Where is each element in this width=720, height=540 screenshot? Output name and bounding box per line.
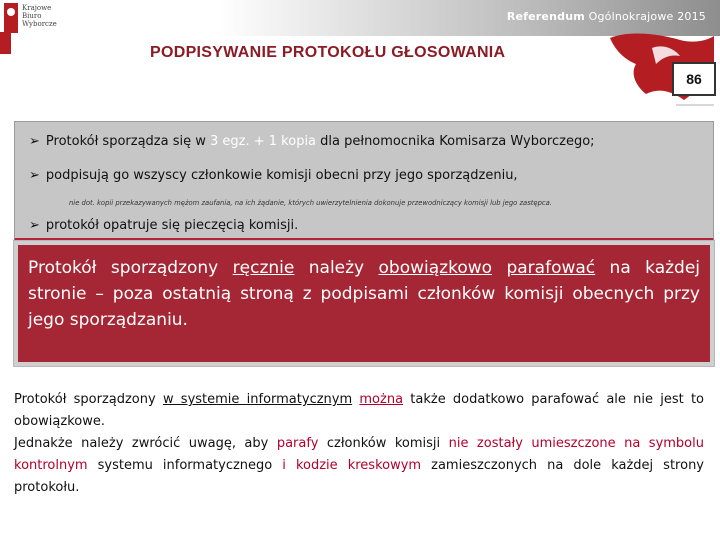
- logo-mark-icon: [4, 3, 18, 33]
- bullet-signatures: ➢ podpisują go wszyscy członkowie komisji obecni przy jego sporządzeniu,: [29, 168, 518, 183]
- bullet-copies: ➢ Protokół sporządza się w 3 egz. + 1 kopia dla pełnomocnika Komisarza Wyborczego;: [29, 134, 595, 149]
- accent-band: [0, 32, 11, 54]
- arrow-bullet-icon: ➢: [29, 134, 40, 149]
- divider: [676, 104, 714, 106]
- page-title: PODPISYWANIE PROTOKOŁU GŁOSOWANIA: [150, 44, 506, 61]
- manual-protocol-panel: [14, 241, 714, 366]
- manual-protocol-text: Protokół sporządzony ręcznie należy obowiązkowo parafować na każdej stronie – poza ostatnią stroną z podpisami członków komisji obecnych przy jego sporządzaniu.: [28, 258, 701, 330]
- slide-number: 86: [672, 62, 716, 96]
- summary-panel: [14, 121, 714, 241]
- kbw-logo: [4, 3, 66, 33]
- logo-text: Krajowe Biuro Wyborcze: [22, 4, 57, 28]
- referendum-title: Referendum Ogólnokrajowe 2015: [506, 10, 706, 23]
- bullet-stamp: ➢ protokół opatruje się pieczęcią komisji.: [29, 218, 299, 233]
- arrow-bullet-icon: ➢: [29, 168, 40, 183]
- arrow-bullet-icon: ➢: [29, 218, 40, 233]
- it-system-paragraph: Protokół sporządzony w systemie informatycznym można także dodatkowo parafować ale nie jest to obowiązkowe. Jednakże należy zwrócić uwagę, aby parafy członków komisji nie zostały umieszczone na symbolu kontrolnym systemu informatycznego i kodzie kreskowym zamieszczonych na dole każdej strony protokołu.: [14, 392, 705, 495]
- footnote: nie dot. kopii przekazywanych mężom zaufania, na ich żądanie, których uwierzytelnienia dokonuje przewodniczący komisji lub jego zastępca.: [69, 199, 552, 207]
